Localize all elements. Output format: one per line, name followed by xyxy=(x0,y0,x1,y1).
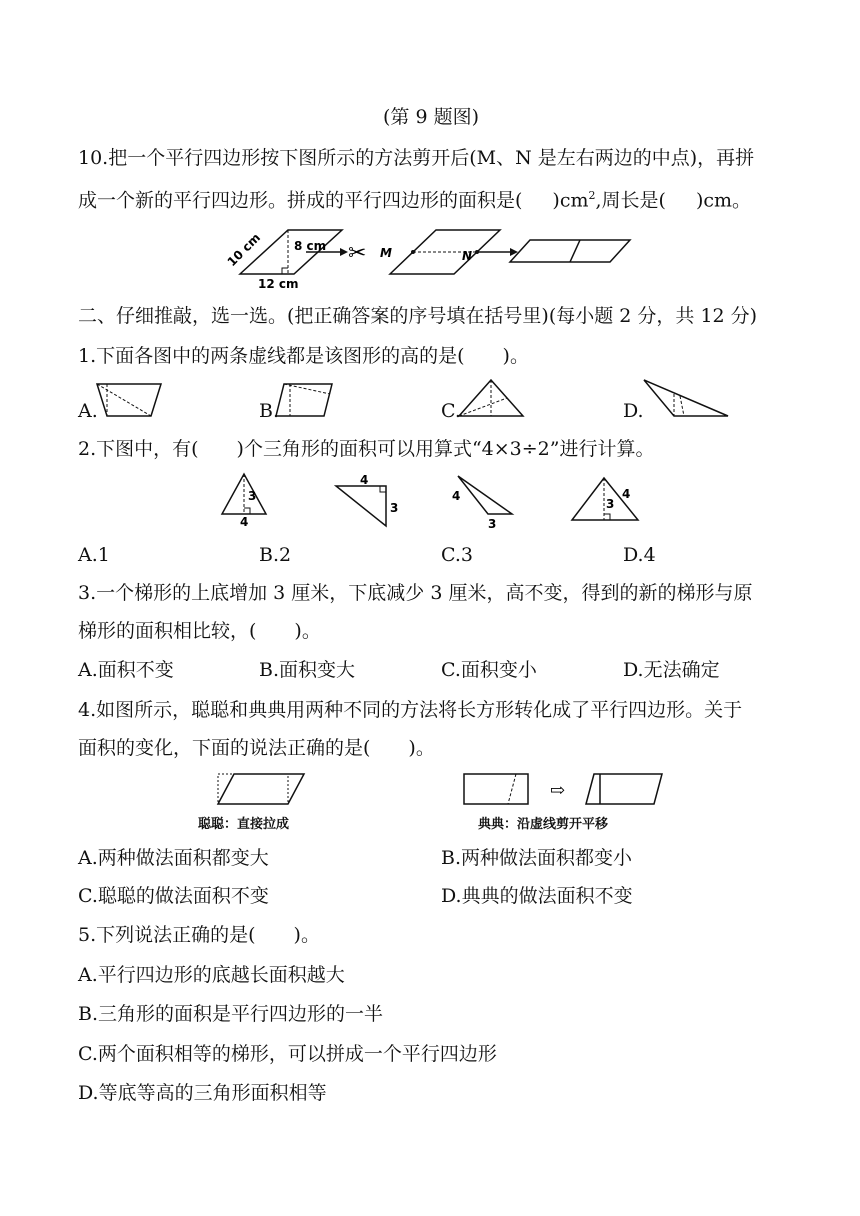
q2-d-height: 3 xyxy=(606,497,615,511)
q10-base-label: 12 cm xyxy=(258,277,299,290)
q4-caption-right: 典典：沿虚线剪开平移 xyxy=(478,817,609,832)
q2-c-side: 4 xyxy=(452,489,461,503)
section2-title: 二、仔细推敲，选一选。(把正确答案的序号填在括号里)(每小题 2 分，共 12 分) xyxy=(78,305,758,327)
q4-line2: 面积的变化，下面的说法正确的是( )。 xyxy=(78,737,435,759)
q5-option-a[interactable]: A.平行四边形的底越长面积越大 xyxy=(78,964,345,986)
arrow-right-icon: ⇨ xyxy=(550,780,566,801)
q2-a-height: 3 xyxy=(248,489,257,503)
q10-line1: 10.把一个平行四边形按下图所示的方法剪开后(M、N 是左右两边的中点)，再拼 xyxy=(78,147,755,169)
figure-caption-q9: (第 9 题图) xyxy=(383,106,479,128)
q3-line2: 梯形的面积相比较，( )。 xyxy=(78,620,321,642)
q5-stem: 5.下列说法正确的是( )。 xyxy=(78,924,320,946)
q4-option-c[interactable]: C.聪聪的做法面积不变 xyxy=(78,885,269,907)
q1-stem: 1.下面各图中的两条虚线都是该图形的高的是( )。 xyxy=(78,345,529,367)
q2-option-b[interactable]: B.2 xyxy=(259,544,292,566)
q2-figure-d xyxy=(568,474,644,528)
q1-option-a[interactable]: A. xyxy=(78,400,98,422)
point-n-label: N xyxy=(462,249,473,263)
q1-option-b[interactable]: B. xyxy=(259,400,280,422)
q1-figure-a xyxy=(95,380,165,422)
scissors-icon: ✂ xyxy=(348,241,367,266)
q2-figure-b xyxy=(332,474,406,532)
q4-option-a[interactable]: A.两种做法面积都变大 xyxy=(78,847,269,869)
q1-option-c[interactable]: C. xyxy=(441,400,461,422)
q3-line1: 3.一个梯形的上底增加 3 厘米，下底减少 3 厘米，高不变，得到的新的梯形与原 xyxy=(78,582,753,604)
q3-option-b[interactable]: B.面积变大 xyxy=(259,659,356,681)
q4-caption-left: 聪聪：直接拉成 xyxy=(198,817,290,832)
q10-side-label: 10 cm xyxy=(224,230,264,270)
q4-option-b[interactable]: B.两种做法面积都变小 xyxy=(441,847,633,869)
q2-b-top: 4 xyxy=(360,474,369,487)
q4-line1: 4.如图所示，聪聪和典典用两种不同的方法将长方形转化成了平行四边形。关于 xyxy=(78,699,743,721)
q2-figure-a xyxy=(218,470,274,528)
q5-option-c[interactable]: C.两个面积相等的梯形，可以拼成一个平行四边形 xyxy=(78,1043,497,1065)
q2-c-base: 3 xyxy=(488,517,497,531)
q10-height-label: 8 cm xyxy=(294,239,327,253)
q1-figure-c xyxy=(455,376,527,422)
q2-a-base: 4 xyxy=(240,515,249,528)
q2-figure-c xyxy=(448,470,518,532)
q3-option-c[interactable]: C.面积变小 xyxy=(441,659,537,681)
q2-option-d[interactable]: D.4 xyxy=(623,544,656,566)
point-m-label: M xyxy=(380,246,392,260)
q4-option-d[interactable]: D.典典的做法面积不变 xyxy=(441,885,633,907)
q2-b-side: 3 xyxy=(390,501,399,515)
q10-line2: 成一个新的平行四边形。拼成的平行四边形的面积是( )$cm^2$,周长是( )cm。 xyxy=(78,189,752,212)
q1-figure-d xyxy=(640,376,732,422)
q2-option-c[interactable]: C.3 xyxy=(441,544,473,566)
q5-option-d[interactable]: D.等底等高的三角形面积相等 xyxy=(78,1082,327,1104)
q1-option-d[interactable]: D. xyxy=(623,400,644,422)
q3-option-a[interactable]: A.面积不变 xyxy=(78,659,174,681)
q4-figure-right xyxy=(462,770,668,808)
q2-d-side: 4 xyxy=(622,487,631,501)
q5-option-b[interactable]: B.三角形的面积是平行四边形的一半 xyxy=(78,1003,384,1025)
q2-stem: 2.下图中，有( )个三角形的面积可以用算式“4×3÷2”进行计算。 xyxy=(78,438,655,460)
q3-option-d[interactable]: D.无法确定 xyxy=(623,659,720,681)
q2-option-a[interactable]: A.1 xyxy=(78,544,110,566)
q4-figure-left xyxy=(210,770,308,808)
q1-figure-b xyxy=(272,380,342,422)
q10-figure xyxy=(210,222,790,290)
